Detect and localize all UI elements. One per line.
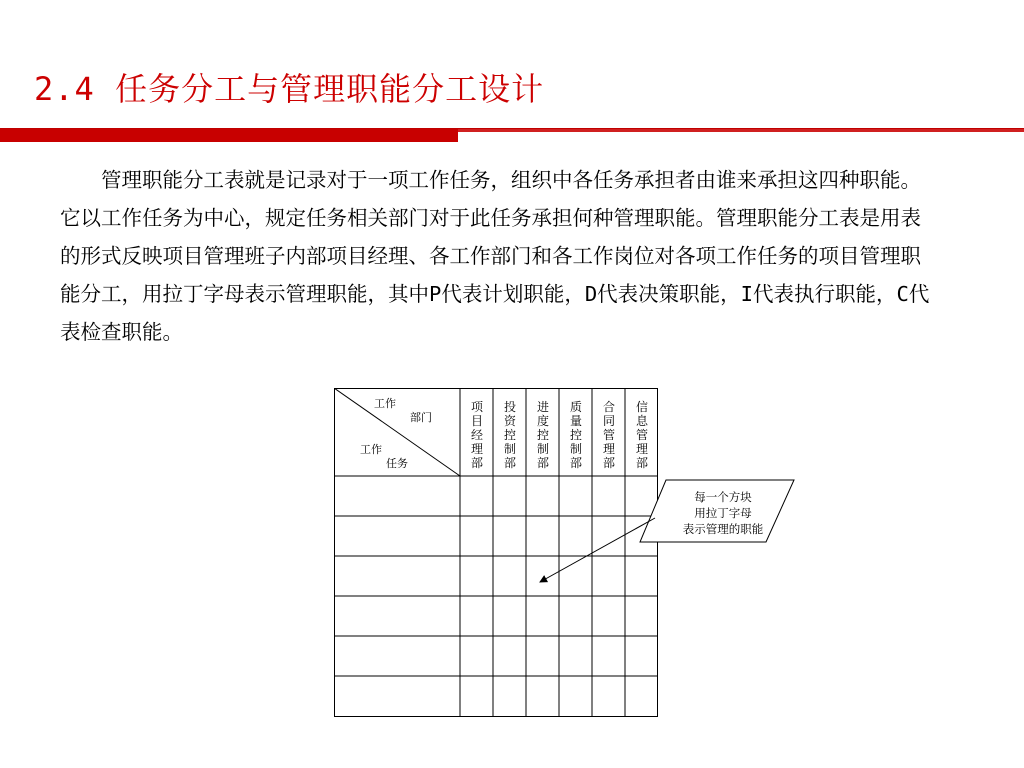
column-header-quality-control: 质 量 控 制 部 [569, 400, 582, 470]
column-header-project-manager: 项 目 经 理 部 [470, 400, 483, 470]
callout-text: 每一个方块 用拉丁字母 表示管理的职能 [682, 490, 764, 536]
callout-arrow [540, 518, 655, 582]
corner-dept-label-1: 工作 [374, 397, 396, 410]
column-header-information-management: 信 息 管 理 部 [635, 400, 648, 470]
corner-task-label-1: 工作 [360, 443, 382, 456]
corner-task-label-2: 任务 [386, 457, 408, 470]
column-header-contract-management: 合 同 管 理 部 [602, 400, 615, 470]
column-header-investment-control: 投 资 控 制 部 [503, 400, 516, 470]
corner-dept-label-2: 部门 [410, 411, 432, 424]
body-paragraph: 管理职能分工表就是记录对于一项工作任务，组织中各任务承担者由谁来承担这四种职能。它以工作任务为中心，规定任务相关部门对于此任务承担何种管理职能。管理职能分工表是用表的形式反映项目管理班子内部项目经理、各工作部门和各工作岗位对各项工作任务的项目管理职能分工，用拉丁字母表示管理职能，其中P代表计划职能，D代表决策职能，I代表执行职能，C代表检查职能。 [60, 168, 930, 344]
slide-title: 2.4 任务分工与管理职能分工设计 [34, 70, 545, 108]
column-header-schedule-control: 进 度 控 制 部 [536, 400, 549, 470]
